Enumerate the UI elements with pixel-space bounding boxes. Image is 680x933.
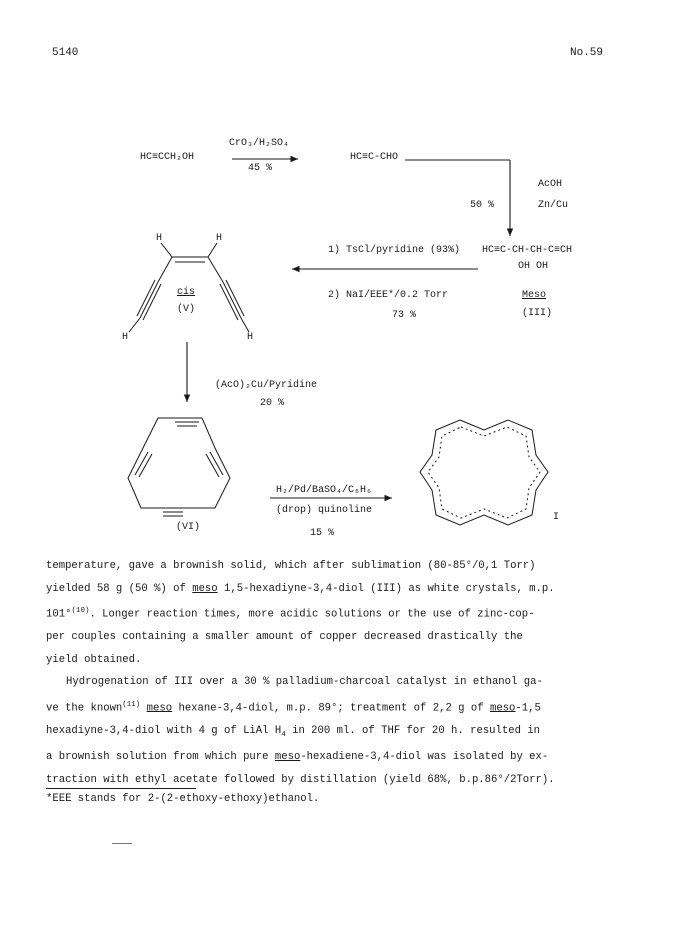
step1-yield: 45 %	[248, 163, 273, 174]
cis-h-top-left: H	[156, 233, 163, 244]
annulene-label: I	[553, 512, 560, 523]
diol-hydroxyls: OH OH	[518, 261, 549, 272]
cis-h-bottom-left: H	[122, 332, 129, 343]
text-line-2: yielded 58 g (50 %) of meso 1,5-hexadiyne-3,4-diol (III) as white crystals, m.p.	[46, 582, 555, 595]
footnote-rule	[46, 788, 196, 789]
step2-reagent-zncu: Zn/Cu	[538, 200, 569, 211]
text-line-7: ve the known$^{(11)}$ meso hexane-3,4-diol, m.p. 89°; treatment of 2,2 g of meso-1,5	[46, 700, 541, 715]
body-text	[46, 555, 646, 791]
cis-compound-number: (V)	[177, 304, 196, 315]
text-line-4: per couples containing a smaller amount of copper decreased drastically the	[46, 631, 523, 644]
step5-line2: (drop) quinoline	[276, 505, 373, 516]
text-line-9: a brownish solution from which pure meso-hexadiene-3,4-diol was isolated by ex-	[46, 751, 549, 764]
annulene-structure	[420, 420, 548, 525]
cis-label: cis	[177, 287, 196, 298]
text-line-10: traction with ethyl acetate followed by distillation (yield 68%, b.p.86°/2Torr).	[46, 773, 555, 786]
step3-yield: 73 %	[392, 310, 417, 321]
diol-label: (III)	[522, 308, 553, 319]
macrocycle-structure	[128, 418, 230, 516]
step1-reagent: CrO₃/H₂SO₄	[229, 138, 290, 149]
propargyl-alcohol: HC≡CCH₂OH	[140, 152, 195, 163]
journal-issue: No.59	[570, 47, 604, 59]
page-number: 5140	[52, 47, 79, 59]
step5-yield: 15 %	[310, 528, 335, 539]
step4-yield: 20 %	[260, 398, 285, 409]
diol-formula: HC≡C-CH-CH-C≡CH	[482, 245, 573, 256]
step3-line2: 2) NaI/EEE*/0.2 Torr	[328, 290, 449, 301]
footnote: *EEE stands for 2-(2-ethoxy-ethoxy)ethanol.	[46, 793, 320, 805]
text-line-6: Hydrogenation of III over a 30 % palladium-charcoal catalyst in ethanol ga-	[66, 676, 543, 689]
text-line-3: 101°$^{(10)}$. Longer reaction times, more acidic solutions or the use of zinc-cop-	[46, 607, 535, 621]
step4-reagent: (AcO)₂Cu/Pyridine	[215, 380, 318, 391]
step2-yield: 50 %	[470, 200, 495, 211]
step2-reagent-acoh: AcOH	[538, 179, 563, 190]
step3-line1: 1) TsCl/pyridine (93%)	[328, 245, 461, 256]
macrocycle-label: (VI)	[176, 522, 201, 533]
diol-stereo: Meso	[522, 290, 547, 301]
cis-h-top-right: H	[216, 233, 223, 244]
cis-h-bottom-right: H	[247, 332, 254, 343]
text-line-8: hexadiyne-3,4-diol with 4 g of LiAl $H_4$ in 200 ml. of THF for 20 h. resulted in	[46, 724, 541, 739]
step5-line1: H₂/Pd/BaSO₄/C₆H₆	[276, 485, 373, 496]
page-mark	[112, 843, 132, 844]
propynal: HC≡C-CHO	[350, 152, 399, 163]
text-line-5: yield obtained.	[46, 653, 142, 666]
text-line-1: temperature, gave a brownish solid, which after sublimation (80-85°/0,1 Torr)	[46, 560, 536, 572]
